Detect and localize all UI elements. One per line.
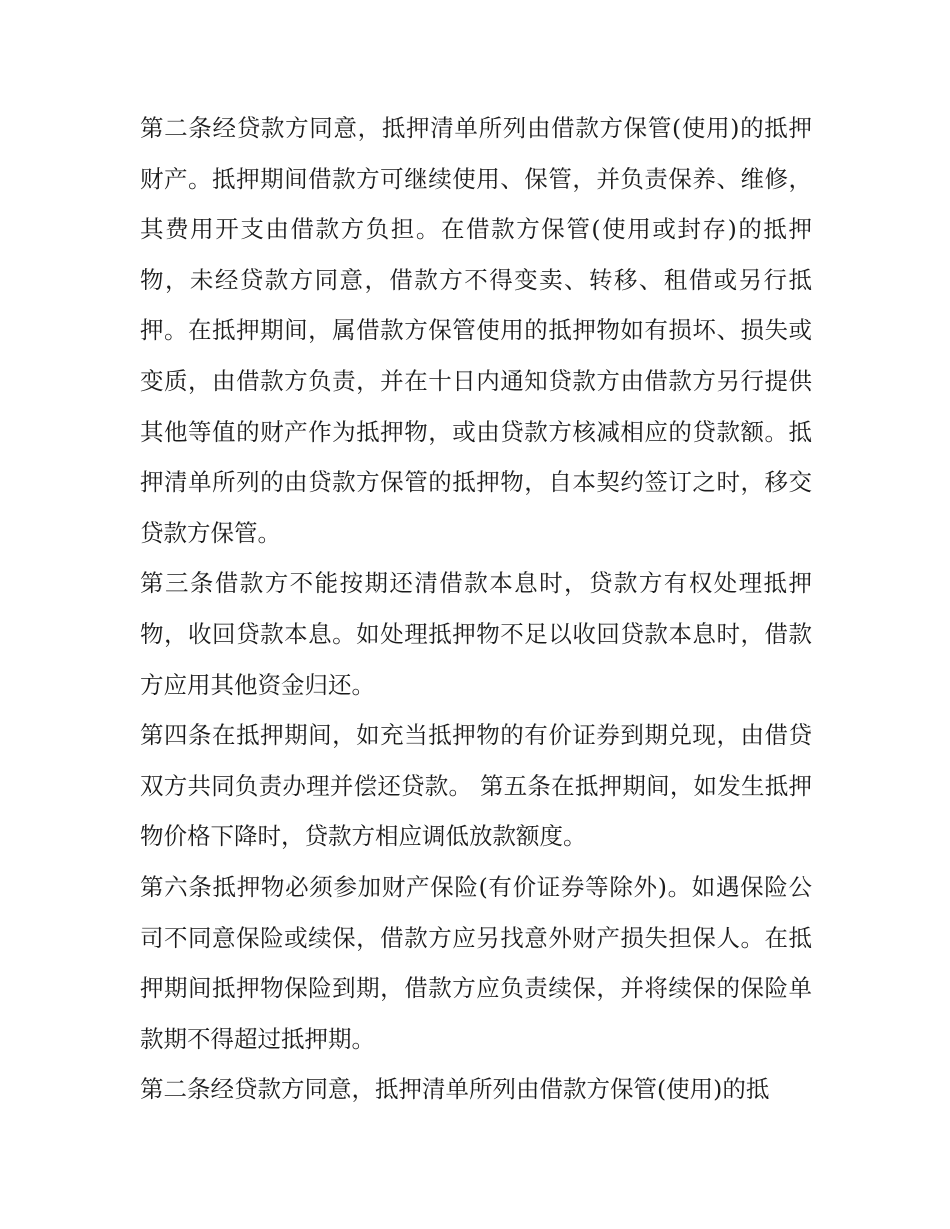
paragraph-article-2: 第二条经贷款方同意，抵押清单所列由借款方保管(使用)的抵押财产。抵押期间借款方可继续使用、保管，并负责保养、维修，其费用开支由借款方负担。在借款方保管(使用或封存)的抵押物，未经贷款方同意，借款方不得变卖、转移、租借或另行抵押。在抵押期间，属借款方保管使用的抵押物如有损坏、损失或变质，由借款方负责，并在十日内通知贷款方由借款方另行提供其他等值的财产作为抵押物，或由贷款方核减相应的贷款额。抵押清单所列的由贷款方保管的抵押物，自本契约签订之时，移交贷款方保管。	[140, 114, 812, 547]
paragraph-article-2-repeat: 第二条经贷款方同意，抵押清单所列由借款方保管(使用)的抵	[140, 1075, 770, 1104]
paragraph-article-6: 第六条抵押物必须参加财产保险(有价证券等除外)。如遇保险公司不同意保险或续保，借款方应另找意外财产损失担保人。在抵押期间抵押物保险到期，借款方应负责续保，并将续保的保险单款期不得超过抵押期。	[140, 872, 812, 1053]
paragraph-article-3: 第三条借款方不能按期还清借款本息时，贷款方有权处理抵押物，收回贷款本息。如处理抵押物不足以收回贷款本息时，借款方应用其他资金归还。	[140, 569, 812, 699]
paragraph-article-4-5: 第四条在抵押期间，如充当抵押物的有价证券到期兑现，由借贷双方共同负责办理并偿还贷款。 第五条在抵押期间，如发生抵押物价格下降时，贷款方相应调低放款额度。	[140, 721, 812, 851]
document-body	[140, 103, 812, 1115]
